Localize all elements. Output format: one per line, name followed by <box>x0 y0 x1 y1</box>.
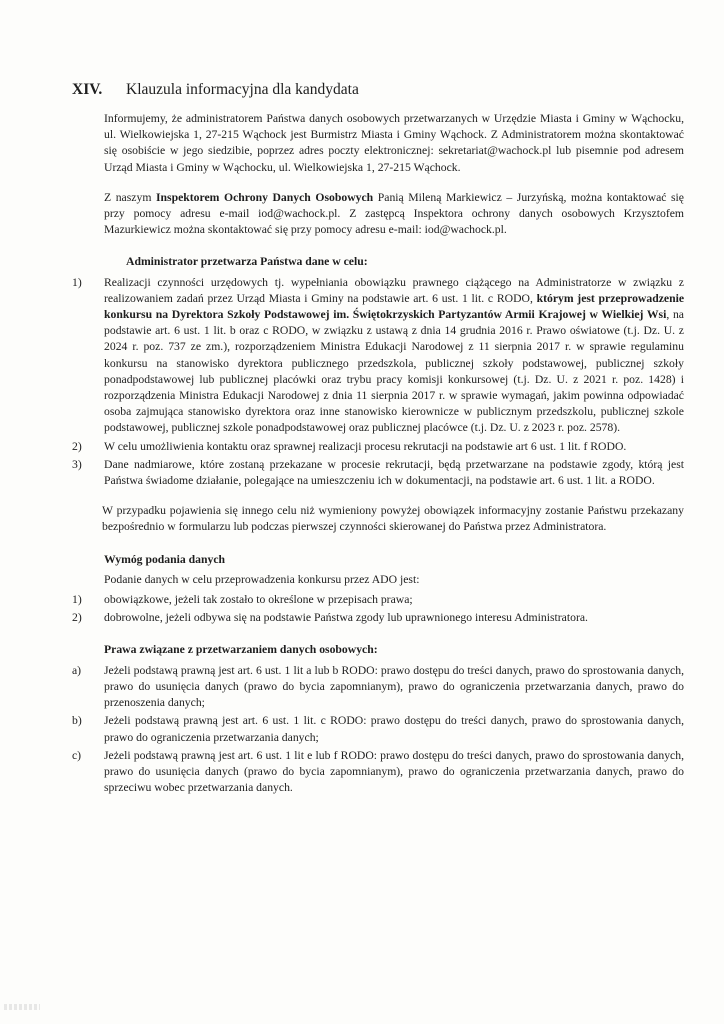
requirement-text: obowiązkowe, jeżeli tak zostało to określone w przepisach prawa; <box>104 593 413 607</box>
requirement-heading: Wymóg podania danych <box>104 552 226 566</box>
requirement-item-1 <box>72 592 684 608</box>
section-title: Klauzula informacyjna dla kandydata <box>126 81 359 98</box>
rights-item-b <box>72 713 684 745</box>
rights-text: Jeżeli podstawą prawną jest art. 6 ust. 1 lit. c RODO: prawo dostępu do treści danych, prawo do sprostowania danych, prawo do ograniczenia przetwarzania danych; <box>104 714 684 744</box>
requirement-list <box>72 592 684 626</box>
purpose-item-3 <box>72 457 684 489</box>
purpose-text-post: , na podstawie art. 6 ust. 1 lit. b oraz c RODO, w związku z ustawą z dnia 14 grudnia 2016 r. Prawo oświatowe (t.j. Dz. U. z 2024 r. poz. 737 ze zm.), rozporządzeniem Ministra Edukacji Narodowej z 11 sierpnia 2017 r. w sprawie regulaminu konkursu na stanowisko dyrektora publicznego przedszkola, publicznej szkoły podstawowej, publicznej szkoły ponadpodstawowej lub publicznej placówki oraz trybu pracy komisji konkursowej (t.j. Dz. U. z 2021 r. poz. 1428) i rozporządzenia Ministra Edukacji Narodowej z dnia 11 sierpnia 2017 r. w sprawie wymagań, jakim powinna odpowiadać osoba zajmująca stanowisko dyrektora oraz inne stanowisko kierownicze w publicznym przedszkolu, publicznej szkole podstawowej, publicznej szkole ponadpodstawowej oraz publicznej placówce (t.j. Dz. U. z 2023 r. poz. 2578). <box>104 308 684 435</box>
rights-item-c <box>72 748 684 797</box>
list-marker: 1) <box>72 593 82 607</box>
list-marker: 2) <box>72 611 82 625</box>
list-marker: c) <box>72 748 82 762</box>
intro-paragraph: Informujemy, że administratorem Państwa danych osobowych przetwarzanych w Urzędzie Miasta i Gminy w Wąchocku, ul. Wielkowiejska 1, 27-215 Wąchock jest Burmistrz Miasta i Gminy Wąchock. Z Administratorem można skontaktować się osobiście w jego siedzibie, poprzez adres poczty elektronicznej: sekretariat@wachock.pl lub pisemnie pod adresem Urząd Miasta i Gminy w Wąchocku, ul. Wielkowiejska 1, 27-215 Wąchock. <box>104 112 684 174</box>
requirement-text: dobrowolne, jeżeli odbywa się na podstawie Państwa zgody lub uprawnionego interesu Administratora. <box>104 611 588 625</box>
rights-list <box>72 663 684 797</box>
section-heading <box>72 80 672 100</box>
purpose-list <box>72 275 685 490</box>
list-marker: 1) <box>72 275 82 289</box>
purpose-item-2 <box>72 439 684 455</box>
requirement-lead: Podanie danych w celu przeprowadzenia konkursu przez ADO jest: <box>104 572 420 586</box>
purpose-text-pre: Realizacji czynności urzędowych tj. wypełniania obowiązku prawnego ciążącego na Administratorze w związku z realizowaniem zadań przez Urząd Miasta i Gminy na podstawie art. 6 ust. 1 lit. c RODO, <box>104 275 684 305</box>
iod-text-post: Panią Mileną Markiewicz – Jurzyńską, można kontaktować się przy pomocy adresu e-mail iod@wachock.pl. Z zastępcą Inspektora ochrony danych osobowych Krzysztofem Mazurkiewicz można skontaktować się przy pomocy adresu e-mail: iod@wachock.pl. <box>104 190 684 237</box>
purpose-heading: Administrator przetwarza Państwa dane w celu: <box>126 255 368 269</box>
document-body <box>72 111 685 798</box>
section-number: XIV. <box>72 81 103 98</box>
purpose-text: W celu umożliwienia kontaktu oraz sprawnej realizacji procesu rekrutacji na podstawie art 6 ust. 1 lit. f RODO. <box>104 439 627 453</box>
purpose-text-bold: którym jest przeprowadzenie konkursu na Dyrektora Szkoły Podstawowej im. Świętokrzyskich Partyzantów Armii Krajowej w Wielkiej Wsi <box>104 291 685 322</box>
iod-text-pre: Z naszym <box>104 190 156 204</box>
rights-heading: Prawa związane z przetwarzaniem danych osobowych: <box>104 643 378 657</box>
list-marker: 2) <box>72 439 82 453</box>
iod-paragraph <box>104 190 684 239</box>
iod-text-bold: Inspektorem Ochrony Danych Osobowych <box>155 190 374 204</box>
list-marker: a) <box>72 663 82 677</box>
list-marker: 3) <box>72 457 82 471</box>
purpose-text: Dane nadmiarowe, które zostaną przekazane w procesie rekrutacji, będą przetwarzane na podstawie zgody, którą jest Państwa świadome działanie, polegające na umieszczeniu ich w dokumentacji, na podstawie art. 6 ust. 1 lit. a RODO. <box>104 457 684 488</box>
list-marker: b) <box>72 714 82 728</box>
rights-text: Jeżeli podstawą prawną jest art. 6 ust. 1 lit e lub f RODO: prawo dostępu do treści danych, prawo do sprostowania danych, prawo do usunięcia danych (prawo do bycia zapomnianym), prawo do ograniczenia przetwarzania danych, prawo do sprzeciwu wobec przetwarzania danych. <box>104 748 684 795</box>
requirement-item-2 <box>72 610 684 626</box>
rights-item-a <box>72 663 684 712</box>
other-purpose-paragraph: W przypadku pojawienia się innego celu niż wymieniony powyżej obowiązek informacyjny zostanie Państwu przekazany bezpośrednio w formularzu lub podczas pierwszej czynności skierowanej do Państwa przez Administratora. <box>102 504 684 534</box>
rights-text: Jeżeli podstawą prawną jest art. 6 ust. 1 lit a lub b RODO: prawo dostępu do treści danych, prawo do sprostowania danych, prawo do usunięcia danych (prawo do bycia zapomnianym), prawo do ograniczenia przetwarzania danych, prawo do przenoszenia danych; <box>104 663 684 710</box>
purpose-item-1 <box>72 275 685 437</box>
scan-artifact <box>4 1004 40 1010</box>
